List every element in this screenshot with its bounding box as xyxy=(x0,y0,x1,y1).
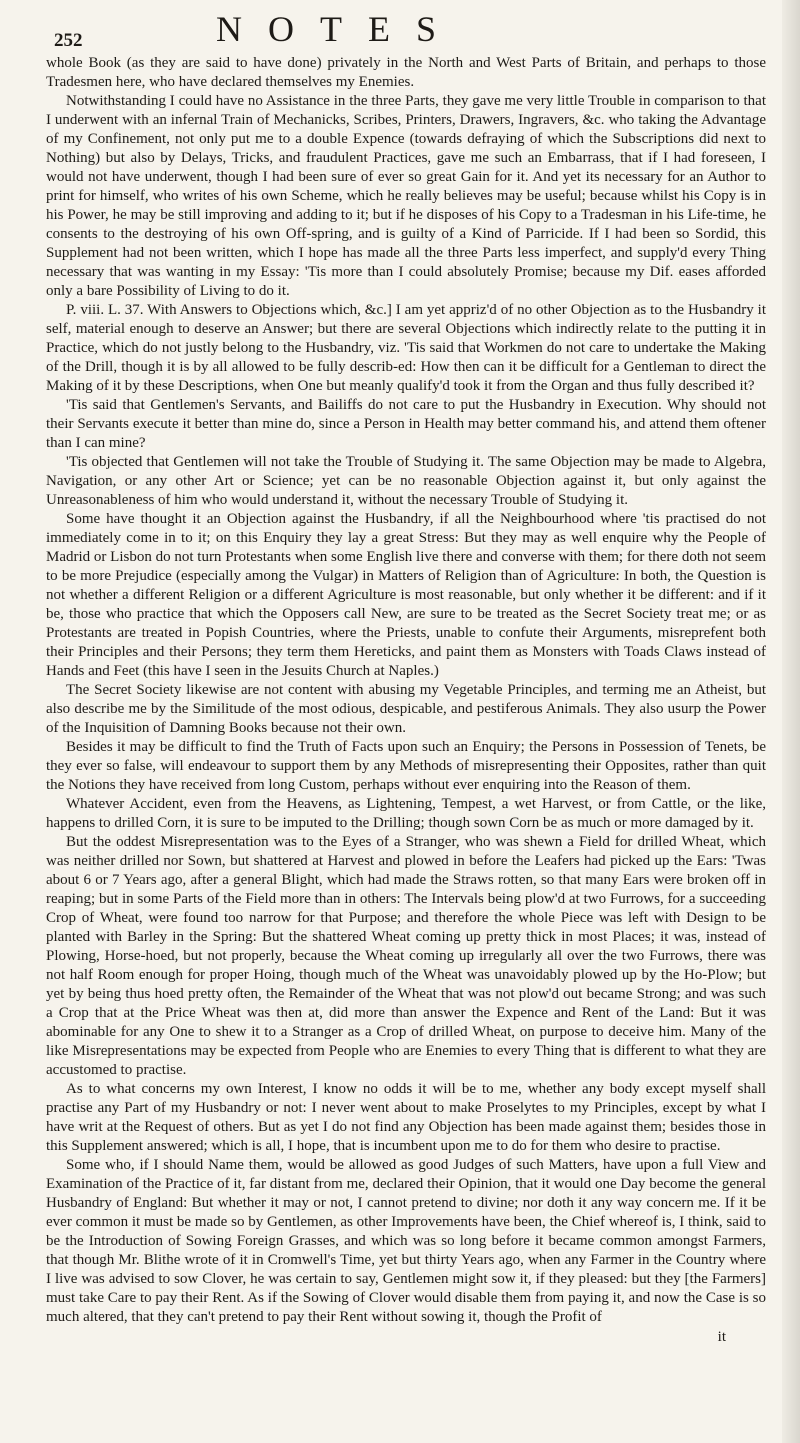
page-number: 252 xyxy=(54,30,83,51)
paragraph: The Secret Society likewise are not content with abusing my Vegetable Principles, and terming me an Atheist, but also describe me by the Similitude of the most odious, despicable, and pestiferous Animals. They also usurp the Power of the Inquisition of Damning Books because not their own. xyxy=(46,682,766,736)
paragraph: 'Tis said that Gentlemen's Servants, and Bailiffs do not care to put the Husbandry in Execution. Why should not their Servants execute it better than mine do, since a Person in Health may better command his, and attend them oftener than I can mine? xyxy=(46,397,766,451)
paragraph: But the oddest Misrepresentation was to the Eyes of a Stranger, who was shewn a Field for drilled Wheat, which was neither drilled nor Sown, but shattered at Harvest and plowed in before the Leafers had picked up the Ears: 'Twas about 6 or 7 Years ago, after a general Blight, which had made the Straws rotten, so that many Ears were broken off in reaping; but in some Parts of the Field more than in others: The Intervals being plow'd at two Furrows, for a succeeding Crop of Wheat, were found too narrow for that Purpose; and therefore the whole Piece was left with Design to be planted with Barley in the Spring: But the shattered Wheat coming up pretty thick in most Places; it was, instead of Plowing, Horse-hoed, but not properly, because the Wheat coming up irregularly all over the two Furrows, there was not half Room enough for proper Hoing, though much of the Wheat was unavoidably plowed up by the Ho-Plow; but yet by being thus hoed pretty often, the Remainder of the Wheat that was not plow'd out became Strong; and was such a Crop that at the Price Wheat was then at, did more than answer the Expence and Rent of the Land: But it was abominable for any One to shew it to a Stranger as a Crop of drilled Wheat, on purpose to deceive him. Many of the like Misrepresentations may be expected from People who are Enemies to every Thing that is different to what they are accustomed to practise. xyxy=(46,834,766,1078)
running-title: NOTES xyxy=(216,9,462,49)
paragraph: 'Tis objected that Gentlemen will not take the Trouble of Studying it. The same Objection may be made to Algebra, Navigation, or any other Art or Science; yet can be no reasonable Objection against it, but only against the Unreasonableness of him who would understand it, without the necessary Trouble of Studying it. xyxy=(46,454,766,508)
paragraph: Whatever Accident, even from the Heavens, as Lightening, Tempest, a wet Harvest, or from Cattle, or the like, happens to drilled Corn, it is sure to be imputed to the Drilling; though sown Corn be as much or more damaged by it. xyxy=(46,796,766,831)
catchword: it xyxy=(717,1329,726,1345)
paragraph: Notwithstanding I could have no Assistance in the three Parts, they gave me very little Trouble in comparison to that I underwent with an infernal Train of Mechanicks, Scribes, Printers, Drawers, Ingravers, &c. who taking the Advantage of my Confinement, not only put me to a double Expence (towards defraying of which the Subscriptions did next to Nothing) but also by Delays, Tricks, and fraudulent Practices, gave me such an Embarrass, that if I had foreseen, I would not have underwent, though I had been sure of ever so great Gain for it. And yet its necessary for an Author to print for himself, who writes of his own Scheme, which he really believes may be useful; because whilst his Copy is in his Power, he may be still improving and adding to it; but if he disposes of his Copy to a Tradesman in his Life-time, he consents to the destroying of his own Off-spring, and is guilty of a Kind of Parricide. If I had been so Sordid, this Supplement had not been written, which I hope has made all the three Parts less imperfect, and supply'd every Thing necessary that was wanting in my Essay: 'Tis more than I could absolutely Promise; because my Dif. eases afforded only a bare Possibility of Living to do it. xyxy=(46,93,766,299)
paragraph: Some who, if I should Name them, would be allowed as good Judges of such Matters, have upon a full View and Examination of the Practice of it, far distant from me, declared their Opinion, that it would one Day become the general Husbandry of England: But whether it may or not, I cannot pretend to divine; nor doth it any way concern me. If it be ever common it must be made so by Gentlemen, as other Improvements have been, the Chief whereof is, I think, said to be the Introduction of Sowing Foreign Grasses, and which was so long before it became common amongst Farmers, that though Mr. Blithe wrote of it in Cromwell's Time, yet but thirty Years ago, when any Farmer in the Country where I live was advised to sow Clover, he was certain to say, Gentlemen might sow it, if they pleased: but they [the Farmers] must take Care to pay their Rent. As if the Sowing of Clover would disable them from paying it, and now the Case is so much altered, that they can't pretend to pay their Rent without sowing it, though the Profit of xyxy=(46,1157,766,1325)
paragraph: whole Book (as they are said to have done) privately in the North and West Parts of Britain, and perhaps to those Tradesmen here, who have declared themselves my Enemies. xyxy=(46,55,766,90)
page-header xyxy=(46,8,766,54)
paragraph: Besides it may be difficult to find the Truth of Facts upon such an Enquiry; the Persons in Possession of Tenets, be they ever so false, will endeavour to support them by any Methods of misrepresenting their Opposites, rather than quit the Notions they have received from long Custom, perhaps without ever enquiring into the Reason of them. xyxy=(46,739,766,793)
paragraph: As to what concerns my own Interest, I know no odds it will be to me, whether any body except myself shall practise any Part of my Husbandry or not: I never went about to make Proselytes to my Principles, except by what I have writ at the Request of others. But as yet I do not find any Objection has been made against them; besides those in this Supplement answered; which is all, I hope, that is incumbent upon me to do for them who desire to practise. xyxy=(46,1081,766,1154)
paragraph: Some have thought it an Objection against the Husbandry, if all the Neighbourhood where 'tis practised do not immediately come in to it; on this Enquiry they lay a great Stress: But they may as well enquire why the People of Madrid or Lisbon do not turn Protestants when some English live there and converse with them; for there doth not seem to be more Prejudice (especially among the Vulgar) in Matters of Religion than of Agriculture: In both, the Question is not whether a different Religion or a different Agriculture is most reasonable, but only whether it be different: and if it be, those who practice that which the Opposers call New, are sure to be treated as the Secret Society treat me; or as Protestants are treated in Popish Countries, where the Priests, unable to confute their Arguments, misreprefent both their Principles and their Persons; they term them Hereticks, and paint them as Monsters with Toads Claws instead of Hands and Feet (this have I seen in the Jesuits Church at Naples.) xyxy=(46,511,766,679)
notes-text xyxy=(46,54,766,1327)
page-edge xyxy=(782,0,800,1443)
paragraph: P. viii. L. 37. With Answers to Objections which, &c.] I am yet appriz'd of no other Objection as to the Husbandry it self, material enough to deserve an Answer; but there are several Objections which indirectly relate to the putting it in Practice, which do not justly belong to the Husbandry, viz. 'Tis said that Workmen do not care to undertake the Making of the Drill, though it is by all allowed to be fully describ-ed: How then can it be difficult for a Gentleman to direct the Making of it by these Descriptions, when One but meanly qualify'd took it from the Organ and thus fully described it? xyxy=(46,302,766,394)
